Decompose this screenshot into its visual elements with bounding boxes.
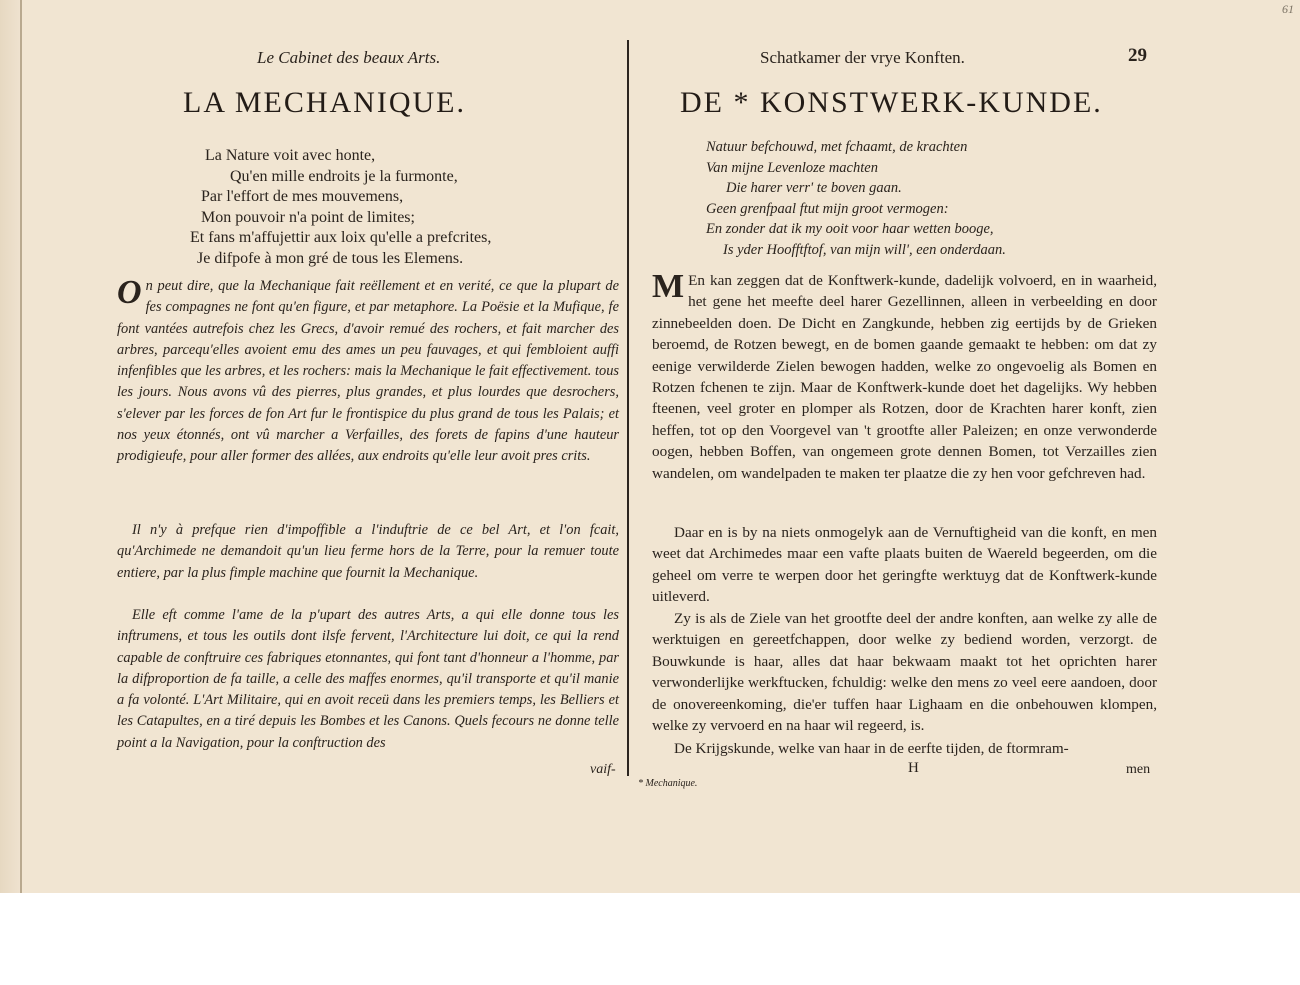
right-paragraph-1 xyxy=(652,270,1157,484)
verse-line: Et fans m'affujettir aux loix qu'elle a prefcrites, xyxy=(190,229,492,246)
right-paragraph-3: Zy is als de Ziele van het grootfte deel der andre konften, aan welke zy alle de werktuigen en gereetfchappen, door welke zy bediend worden, verzorgt. de Bouwkunde is haar, alles dat haar bekwaam maakt tot het oprichten harer verwonderlijke werkftucken, fchuldig: welke den mens zo veel eere aandoen, door de onovereenkoming, die'er tuffen haar Lighaam en die onbehouwen klompen, welke zy vervoerd en na haar wil regeerd, is. xyxy=(652,610,1157,735)
verse-line: Je difpofe à mon gré de tous les Elemens. xyxy=(197,249,464,267)
right-paragraph-2: Daar en is by na niets onmogelyk aan de Vernuftigheid van die konft, en men weet dat Archimedes maar een vafte plaats buiten de Waereld begeerden, om die geheel om verre te werpen door het geringfte werktuyg dat de Konftwerk-kunde uitleverd. xyxy=(652,524,1157,606)
footnote: * Mechanique. xyxy=(638,778,698,789)
verse-line: Die harer verr' te boven gaan. xyxy=(726,180,902,196)
verse-line: La Nature voit avec honte, xyxy=(205,147,376,164)
right-running-head: Schatkamer der vrye Konften. xyxy=(760,48,965,67)
verse-line: Natuur befchouwd, met fchaamt, de krachten xyxy=(706,139,968,155)
paragraph-text: En kan zeggen dat de Konftwerk-kunde, dadelijk volvoerd, en in waarheid, het gene het meefte deel harer Gezellinnen, alleen in verbeelding en door zinnebeelden doen. De Dicht en Zangkunde, hebben zig eertijds by de Grieken beroemd, de Rotzen bewegt, en de bomen gaande gemaakt te hebben: om dat zy eenige verwilderde Zielen bewogen hadden, welke zo ongevoelig als Bomen en Rotzen fchenen te zijn. Maar de Konftwerk-kunde doet het dagelijks. Wy hebben fteenen, veel groter en plomper als Rotzen, door de Krachten harer konft, zien heffen, tot op den Voorgevel van 't grootfte aller Paleizen; en onze verwonderde oogen, hebben Boffen, van ongemeen grote dennen Bomen, tot Verzailles zien wandelen, om wandelpaden te maken ter plaatze die zy hen voor gefchreven had. xyxy=(652,272,1157,482)
left-paragraph-3: Elle eft comme l'ame de la p'upart des autres Arts, a qui elle donne tous les inftrumens, et tous les outils dont ilsfe fervent, l'Architecture lui doit, ce qui la rend capable de conftruire ces fabriques etonnantes, qui font tant d'honneur a l'homme, par la difproportion de fa taille, a celle des maffes enormes, qu'il transporte et qu'il manie a fa volonté. L'Art Militaire, qui en avoit receü dans les premiers temps, les Belliers et les Catapultes, en a tiré depuis les Bombes et les Canons. Quels fecours ne donne telle point a la Navigation, pour la conftruction des xyxy=(117,607,619,751)
left-paragraph-2: Il n'y à prefque rien d'impoffible a l'induftrie de ce bel Art, et l'on fcait, qu'Archimede ne demandoit qu'un lieu ferme hors de la Terre, pour la remuer toute entiere, par la plus fimple machine que fournit la Mechanique. xyxy=(117,522,619,581)
verse-line: Is yder Hoofftftof, van mijn will', een onderdaan. xyxy=(723,241,1006,258)
paragraph-text: n peut dire, que la Mechanique fait reëllement et en verité, ce que la plupart de fes compagnes ne font qu'en figure, et par metaphore. La Poësie et la Mufique, fe font vantées autrefois chez les Grecs, d'avoir remué des rochers, et fait marcher des arbres, parcequ'elles avoient emu des ames un peu fauvages, et qui fembloient auffi infenfibles que les arbres, et les rochers: mais la Mechanique le fait effectivement. tous les jours. Nous avons vû des pierres, plus grandes, et plus lourdes que desrochers, s'elever par les forces de fon Art fur le frontispice du plus grand de tous les Palais; et nos yeux étonnés, ont vû marcher a Verfailles, des forets de fapins d'une hauteur prodigieufe, pour aller former des allées, aux endroits qu'elle leur avoit pres crits. xyxy=(117,278,619,465)
verse-line: Par l'effort de mes mouvemens, xyxy=(201,188,404,205)
right-verse xyxy=(706,137,1006,260)
drop-cap: M xyxy=(652,268,685,305)
left-catchword: vaif- xyxy=(590,762,616,777)
left-title: LA MECHANIQUE. xyxy=(183,86,466,119)
drop-cap: O xyxy=(117,274,142,311)
right-title: DE * KONSTWERK-KUNDE. xyxy=(680,86,1103,119)
verse-line: Geen grenfpaal ftut mijn groot vermogen: xyxy=(706,200,949,217)
page-number: 29 xyxy=(1128,45,1147,66)
right-catchword: men xyxy=(1126,762,1151,777)
left-paragraph-1 xyxy=(117,276,619,468)
verse-line: Qu'en mille endroits je la furmonte, xyxy=(230,167,458,185)
right-paragraph-4: De Krijgskunde, welke van haar in de eerfte tijden, de ftormram- xyxy=(674,740,1069,757)
column-divider-rule xyxy=(627,40,629,776)
verse-line: Van mijne Levenloze machten xyxy=(706,159,878,176)
left-running-head: Le Cabinet des beaux Arts. xyxy=(257,48,441,67)
gutter-shadow xyxy=(0,0,20,893)
verse-line: En zonder dat ik my ooit voor haar wetten booge, xyxy=(706,221,994,237)
left-verse xyxy=(190,146,492,269)
pencil-mark: 61 xyxy=(1282,2,1294,16)
verse-line: Mon pouvoir n'a point de limites; xyxy=(201,208,415,226)
signature-mark: H xyxy=(908,760,919,776)
binding-edge xyxy=(20,0,22,893)
